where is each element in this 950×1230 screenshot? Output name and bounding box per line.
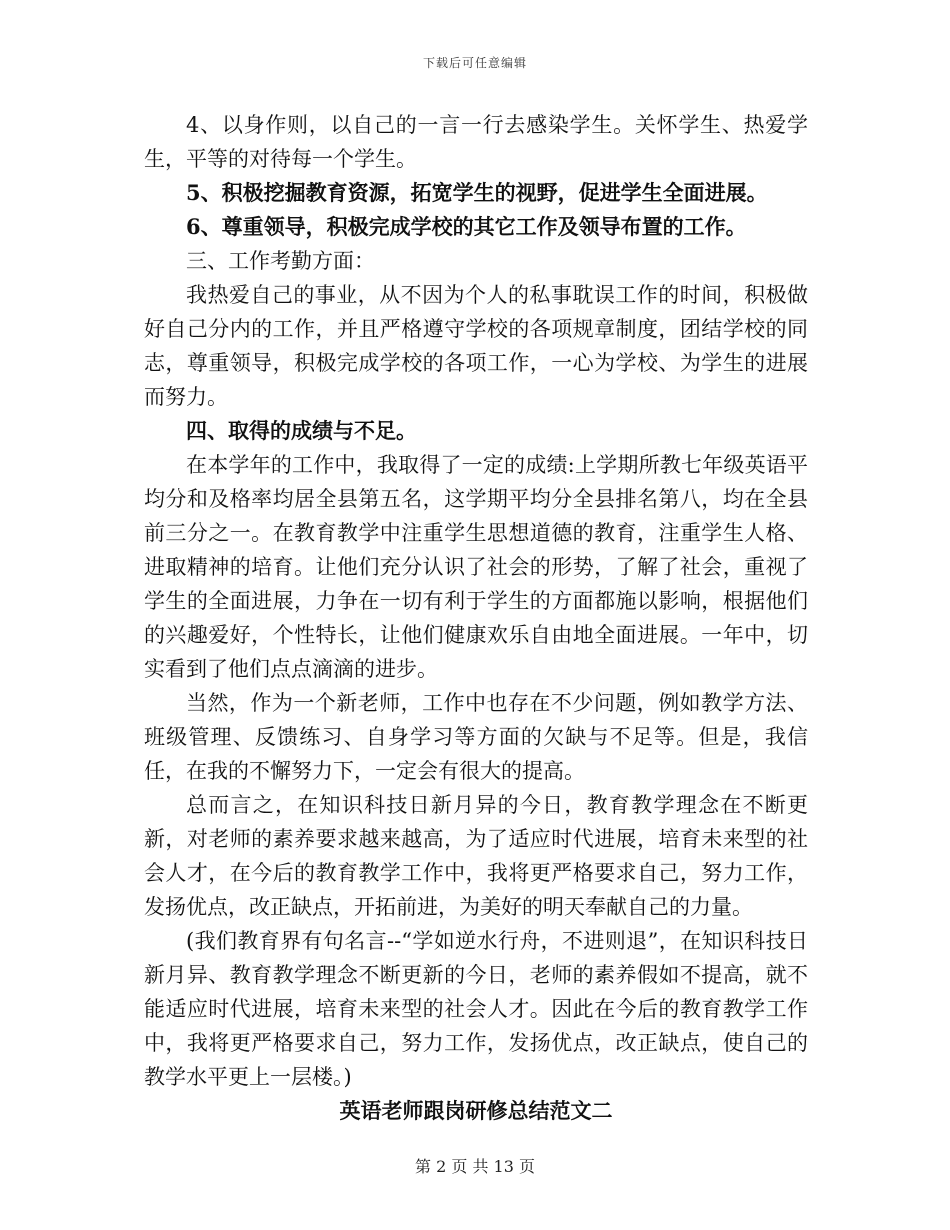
section-heading-achievements: 四、取得的成绩与不足。: [186, 418, 417, 443]
page-header: 下载后可任意编辑: [422, 56, 527, 70]
paragraph-item-6: 6、尊重领导，积极完成学校的其它工作及领导布置的工作。: [186, 214, 747, 239]
paragraph-achievements: 在本学年的工作中，我取得了一定的成绩:上学期所教七年级英语平均分和及格率均居全县第五名，这学期平均分全县排名第八，均在全县前三分之一。在教育教学中注重学生思想道德的教育，注重学生人格、进取精神的培育。让他们充分认识了社会的形势，了解了社会，重视了学生的全面进展，力争在一切有利于学生的方面都施以影响，根据他们的兴趣爱好，个性特长，让他们健康欢乐自由地全面进展。一年中，切实看到了他们点点滴滴的进步。: [144, 453, 808, 681]
document-body: [144, 108, 808, 1128]
section-heading-attendance: 三、工作考勤方面：: [186, 249, 375, 273]
paragraph-item-5: 5、积极挖掘教育资源，拓宽学生的视野，促进学生全面进展。: [186, 180, 768, 205]
paragraph-shortcomings: 当然，作为一个新老师，工作中也存在不少问题，例如教学方法、班级管理、反馈练习、自身学习等方面的欠缺与不足等。但是，我信任，在我的不懈努力下，一定会有很大的提高。: [144, 691, 808, 783]
paragraph-attendance: 我热爱自己的事业，从不因为个人的私事耽误工作的时间，积极做好自己分内的工作，并且严格遵守学校的各项规章制度，团结学校的同志，尊重领导，积极完成学校的各项工作，一心为学校、为学生的进展而努力。: [144, 283, 808, 409]
paragraph-quote: (我们教育界有句名言--“学如逆水行舟，不进则退”，在知识科技日新月异、教育教学理念不断更新的今日，老师的素养假如不提高，就不能适应时代进展，培育未来型的社会人才。因此在今后的教育教学工作中，我将更严格要求自己，努力工作，发扬优点，改正缺点，使自己的教学水平更上一层楼。): [144, 929, 808, 1089]
paragraph-summary: 总而言之，在知识科技日新月异的今日，教育教学理念在不断更新，对老师的素养要求越来越高，为了适应时代进展，培育未来型的社会人才，在今后的教育教学工作中，我将更严格要求自己，努力工作，发扬优点，改正缺点，开拓前进，为美好的明天奉献自己的力量。: [144, 793, 808, 919]
paragraph-item-4: 4、以身作则，以自己的一言一行去感染学生。关怀学生、热爱学生，平等的对待每一个学生。: [144, 113, 808, 171]
page-footer: 第 2 页 共 13 页: [415, 1157, 535, 1176]
section-title: 英语老师跟岗研修总结范文二: [339, 1098, 613, 1123]
